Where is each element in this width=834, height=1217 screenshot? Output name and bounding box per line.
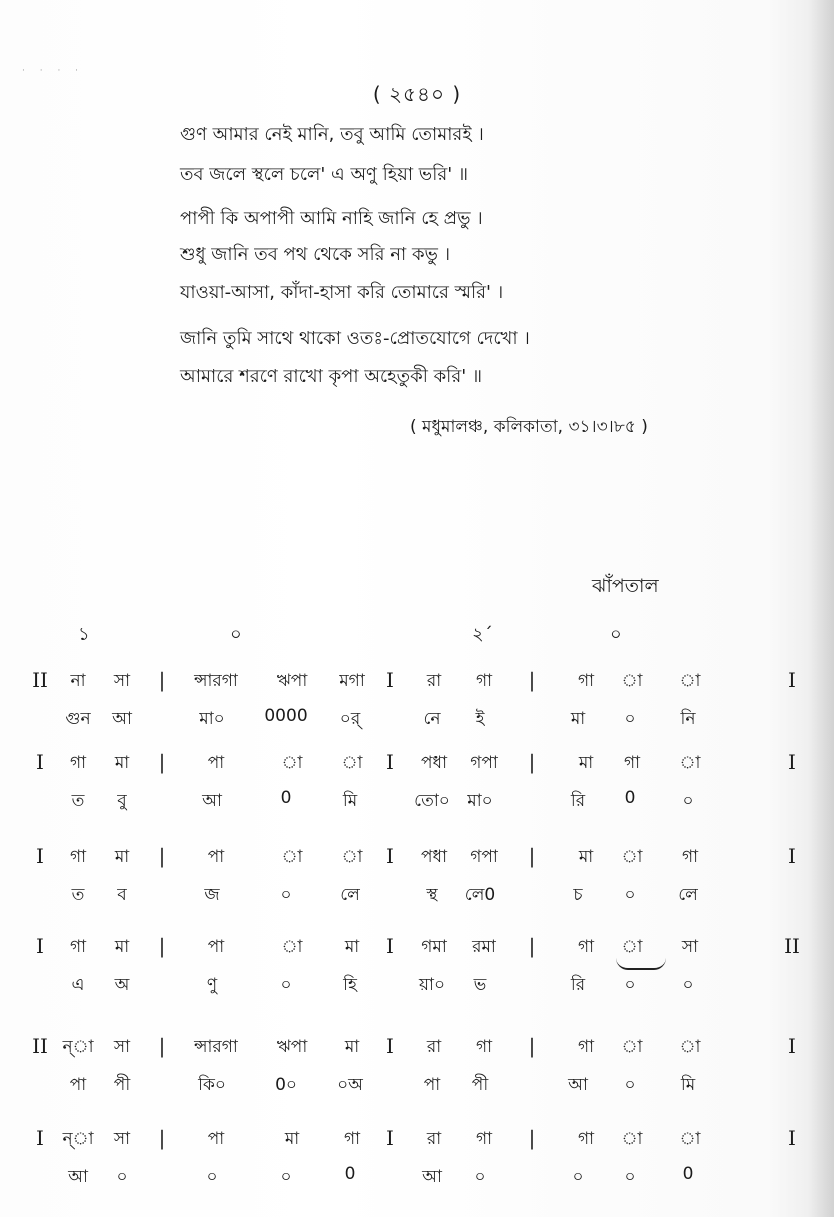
swara-note: মা [578,847,594,867]
swara-note: া [621,1037,643,1057]
lyric-syllable: 0০ [275,1075,297,1095]
swara-note: া [679,671,701,691]
lyric-syllable: হি [343,975,357,995]
swara-note: ঋপা [276,671,308,691]
swara-note: সা [681,937,699,957]
beat-marker-3: ২´ [472,624,493,645]
lyric-syllable: ণু [206,975,218,995]
lyric-syllable: জ [204,885,220,905]
verse-line-6: জানি তুমি সাথে থাকো ওতঃ-প্রোতযোগে দেখো । [180,328,530,349]
swara-note: মা [284,1129,300,1149]
lyric-syllable: 0000 [264,706,308,726]
lyric-syllable: অ [114,975,130,995]
swara-note: মা [114,753,130,773]
lyric-syllable: ০ [624,975,636,995]
section-barline: | [528,1034,536,1058]
lyric-syllable: ব [117,885,127,905]
row-start-barline: I [36,934,44,958]
section-barline: I [386,750,394,774]
lyric-syllable: ০ [206,1167,218,1187]
row-end-barline: I [788,1126,796,1150]
lyric-syllable: ০ [624,885,636,905]
swara-note: গা [577,671,595,691]
swara-note: মা [114,847,130,867]
lyric-syllable: ০ [682,791,694,811]
lyric-syllable: ০র্ [339,709,361,729]
section-barline: I [386,1034,394,1058]
lyric-syllable: য়া০ [419,975,445,995]
swara-note: গা [681,847,699,867]
lyric-syllable: পী [471,1075,489,1095]
lyric-syllable: এ [71,975,85,995]
lyric-syllable: ই [475,709,485,729]
swara-note: সা [113,1129,131,1149]
lyric-syllable: ভ [473,975,487,995]
swara-note: া [621,937,643,957]
swara-note: া [679,1129,701,1149]
lyric-syllable: পা [69,1075,87,1095]
swara-note: রা [426,1129,442,1149]
lyric-syllable: 0 [624,788,636,808]
row-end-barline: I [788,1034,796,1058]
lyric-syllable: নে [423,709,441,729]
swara-note: রমা [472,937,496,957]
verse-line-4: শুধু জানি তব পথ থেকে সরি না কভু । [180,244,451,265]
meend-arc [616,958,666,970]
lyric-syllable: ০ [572,1167,584,1187]
swara-note: সা [113,1037,131,1057]
swara-note: া [621,671,643,691]
swara-note: পা [207,1129,225,1149]
section-barline: | [158,750,166,774]
swara-note: া [341,847,363,867]
row-end-barline: I [788,668,796,692]
lyric-syllable: ০অ [337,1075,363,1095]
swara-note: মা [114,937,130,957]
swara-note: না [70,671,86,691]
lyric-syllable: ০ [116,1167,128,1187]
swara-note: গপা [470,847,498,867]
swara-note: গা [69,937,87,957]
lyric-syllable: 0 [344,1164,356,1184]
verse-line-7: আমারে শরণে রাখো কৃপা অহেতুকী করি' ॥ [180,366,483,387]
swara-note: পা [207,937,225,957]
swara-note: া [281,937,303,957]
section-barline: | [528,750,536,774]
swara-note: রা [426,1037,442,1057]
swara-note: গা [623,753,641,773]
swara-note: ন্সারগা [194,1037,238,1057]
section-barline: | [158,668,166,692]
row-start-barline: I [36,844,44,868]
swara-note: পধা [421,753,447,773]
lyric-syllable: লে [678,885,698,905]
lyric-syllable: ত [71,791,85,811]
swara-note: া [281,847,303,867]
section-barline: | [528,1126,536,1150]
swara-note: া [281,753,303,773]
lyric-syllable: ০ [280,975,292,995]
lyric-syllable: 0 [280,788,292,808]
swara-note: া [341,753,363,773]
swara-note: গমা [421,937,447,957]
swara-note: গপা [470,753,498,773]
lyric-syllable: নি [680,709,696,729]
lyric-syllable: রি [570,791,586,811]
lyric-syllable: আ [568,1075,588,1095]
swara-note: পধা [421,847,447,867]
page-edge-shadow [808,0,834,1217]
lyric-syllable: বু [117,791,127,811]
lyric-syllable: মা [570,709,586,729]
swara-note: গা [577,937,595,957]
section-barline: | [528,668,536,692]
swara-note: রা [426,671,442,691]
beat-marker-2: ০ [230,624,242,645]
lyric-syllable: পা [423,1075,441,1095]
lyric-syllable: আ [422,1167,442,1187]
lyric-syllable: মা০ [467,791,493,811]
lyric-syllable: ০ [624,709,636,729]
swara-note: া [679,1037,701,1057]
swara-note: গা [69,847,87,867]
swara-note: গা [343,1129,361,1149]
swara-note: গা [475,1129,493,1149]
beat-marker-1: ১ [78,624,90,645]
lyric-syllable: গুন [65,709,91,729]
section-barline: I [386,668,394,692]
section-barline: | [158,844,166,868]
section-barline: | [158,1034,166,1058]
lyric-syllable: মি [680,1075,696,1095]
page-number: ( ২৫৪০ ) [372,82,462,106]
swara-note: গা [577,1129,595,1149]
section-barline: | [158,1126,166,1150]
lyric-syllable: তো০ [414,791,450,811]
lyric-syllable: মা০ [199,709,225,729]
lyric-syllable: লে0 [464,885,496,905]
swara-note: পা [207,847,225,867]
swara-note: ন্সারগা [194,671,238,691]
swara-note: গা [475,671,493,691]
row-end-barline: II [784,934,800,958]
swara-note: া [621,1129,643,1149]
lyric-syllable: 0 [682,1164,694,1184]
section-barline: | [528,844,536,868]
row-end-barline: I [788,750,796,774]
lyric-syllable: কি০ [198,1075,226,1095]
section-barline: I [386,844,394,868]
lyric-syllable: চ [573,885,583,905]
swara-note: মগা [339,671,365,691]
lyric-syllable: আ [202,791,222,811]
verse-line-5: যাওয়া-আসা, কাঁদা-হাসা করি তোমারে স্মরি' । [180,282,504,303]
swara-note: া [679,753,701,773]
lyric-syllable: ০ [624,1075,636,1095]
swara-note: গা [577,1037,595,1057]
verse-line-1: গুণ আমার নেই মানি, তবু আমি তোমারই । [180,124,484,145]
lyric-syllable: আ [112,709,132,729]
verse-line-2: তব জলে স্থলে চলে' এ অণু হিয়া ভরি' ॥ [180,164,469,185]
swara-note: ঋপা [276,1037,308,1057]
swara-note: মা [344,937,360,957]
taal-name: ঝাঁপতাল [592,575,659,597]
section-barline: I [386,1126,394,1150]
beat-marker-4: ০ [610,624,622,645]
lyric-syllable: ত [71,885,85,905]
lyric-syllable: ০ [474,1167,486,1187]
lyric-syllable: পী [113,1075,131,1095]
row-end-barline: I [788,844,796,868]
row-start-barline: II [32,1034,48,1058]
lyric-syllable: মি [342,791,358,811]
row-start-barline: I [36,750,44,774]
swara-note: সা [113,671,131,691]
lyric-syllable: লে [340,885,360,905]
row-start-barline: II [32,668,48,692]
swara-note: গা [475,1037,493,1057]
lyric-syllable: স্থ [426,885,438,905]
lyric-syllable: ০ [624,1167,636,1187]
swara-note: া [621,847,643,867]
swara-note: ন্া [62,1037,94,1057]
section-barline: I [386,934,394,958]
lyric-syllable: ০ [280,1167,292,1187]
swara-note: ন্া [62,1129,94,1149]
verse-line-3: পাপী কি অপাপী আমি নাহি জানি হে প্রভু । [180,208,483,229]
paper-speck: · · · · [22,66,85,76]
lyric-syllable: আ [68,1167,88,1187]
section-barline: | [528,934,536,958]
row-start-barline: I [36,1126,44,1150]
lyric-syllable: রি [570,975,586,995]
swara-note: মা [578,753,594,773]
swara-note: পা [207,753,225,773]
lyric-syllable: ০ [682,975,694,995]
swara-note: গা [69,753,87,773]
lyric-syllable: ০ [280,885,292,905]
section-barline: | [158,934,166,958]
source-note: ( মধুমালঞ্চ, কলিকাতা, ৩১।৩।৮৫ ) [410,417,648,437]
swara-note: মা [344,1037,360,1057]
